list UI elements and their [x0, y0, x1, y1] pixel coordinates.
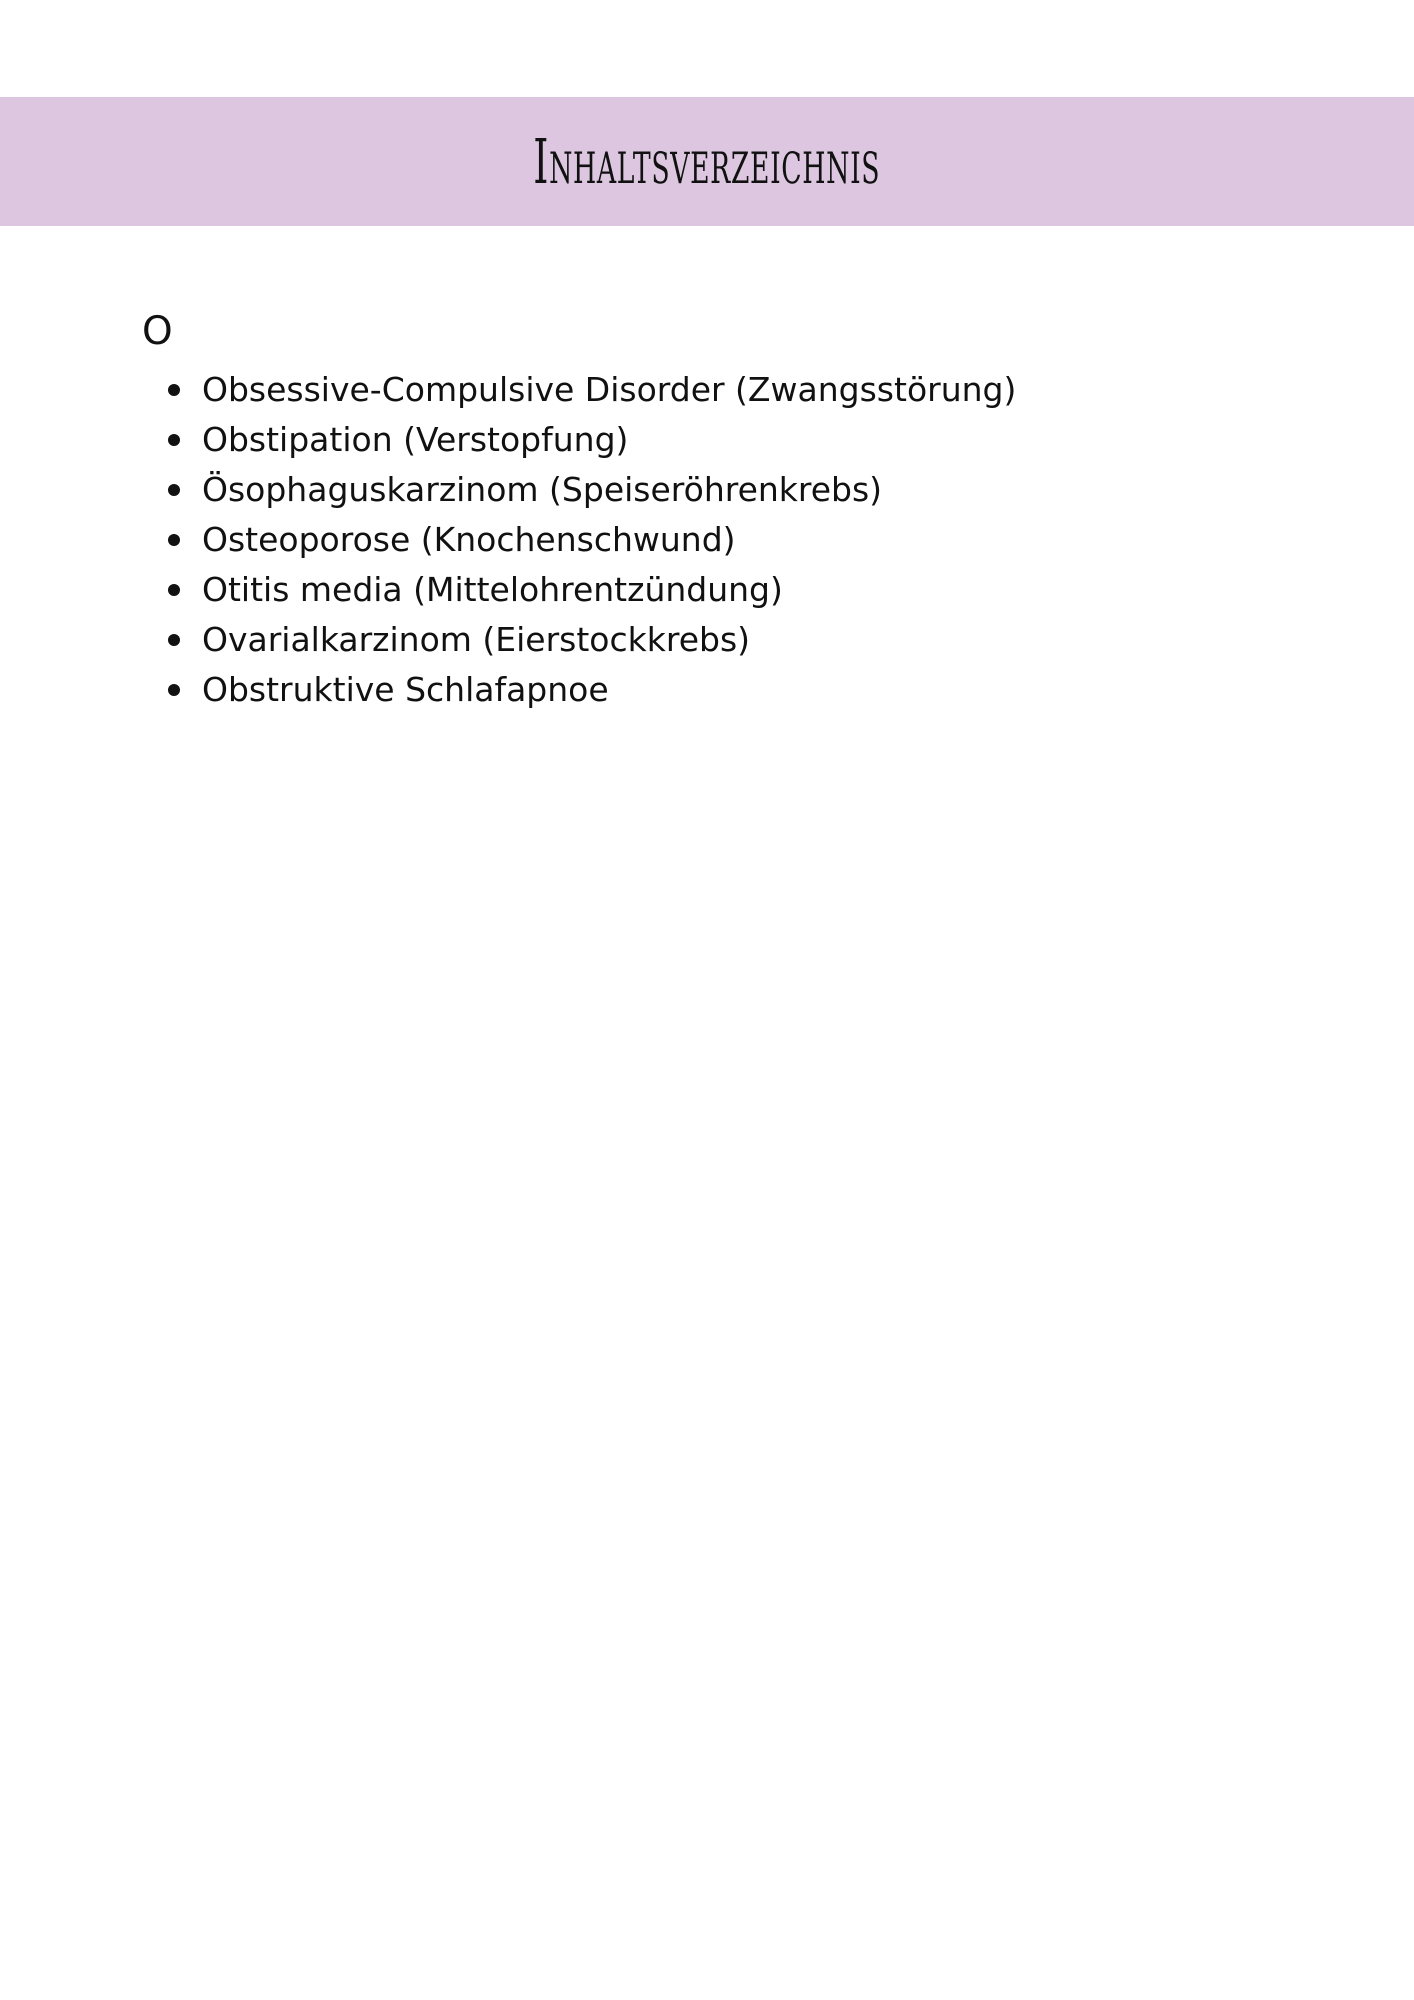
toc-section [142, 307, 1292, 715]
toc-entry [142, 365, 1292, 415]
bullet-icon [168, 684, 180, 696]
bullet-icon [168, 484, 180, 496]
toc-entry [142, 665, 1292, 715]
toc-entry [142, 615, 1292, 665]
toc-entry-label: Obstipation (Verstopfung) [202, 420, 629, 459]
bullet-icon [168, 434, 180, 446]
bullet-icon [168, 584, 180, 596]
toc-entry [142, 515, 1292, 565]
toc-list [142, 365, 1292, 715]
bullet-icon [168, 384, 180, 396]
toc-entry-label: Osteoporose (Knochenschwund) [202, 520, 736, 559]
toc-entry [142, 415, 1292, 465]
page-title: Inhaltsverzeichnis [533, 124, 881, 198]
toc-entry [142, 465, 1292, 515]
toc-entry-label: Ösophaguskarzinom (Speiseröhrenkrebs) [202, 470, 883, 509]
toc-entry-label: Obsessive-Compulsive Disorder (Zwangsstörung) [202, 370, 1017, 409]
section-letter: O [142, 309, 173, 354]
toc-entry [142, 565, 1292, 615]
bullet-icon [168, 634, 180, 646]
bullet-icon [168, 534, 180, 546]
toc-entry-label: Otitis media (Mittelohrentzündung) [202, 570, 783, 609]
toc-entry-label: Obstruktive Schlafapnoe [202, 670, 609, 709]
title-band [0, 97, 1414, 226]
toc-entry-label: Ovarialkarzinom (Eierstockkrebs) [202, 620, 751, 659]
